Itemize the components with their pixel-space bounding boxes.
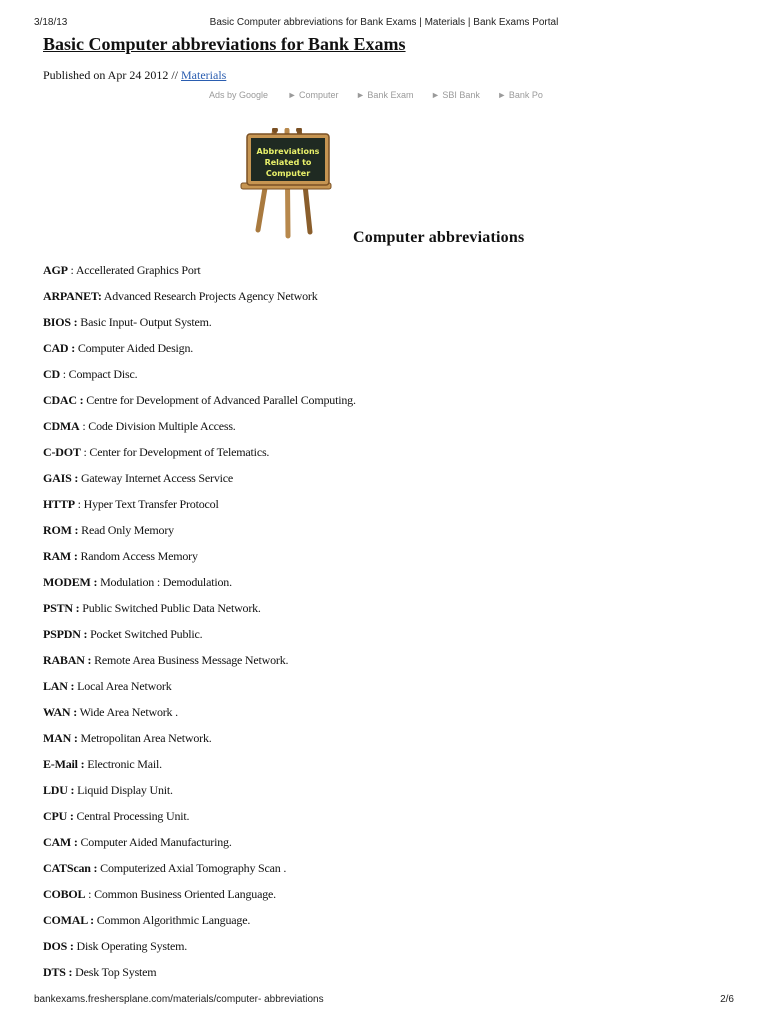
abbreviation-definition: Pocket Switched Public.	[90, 627, 203, 641]
easel-chalkboard-image	[238, 128, 336, 240]
abbreviation-definition: Basic Input- Output System.	[80, 315, 212, 329]
abbreviation-definition: Wide Area Network .	[79, 705, 178, 719]
article-title: Basic Computer abbreviations for Bank Exams	[43, 34, 406, 54]
abbreviation-item	[43, 808, 356, 834]
abbreviation-term: CDMA	[43, 419, 80, 433]
abbreviation-term: COBOL	[43, 887, 86, 901]
abbreviation-separator: :	[74, 497, 84, 511]
abbreviation-item	[43, 340, 356, 366]
abbreviation-separator: :	[59, 367, 69, 381]
abbreviation-term: DOS :	[43, 939, 74, 953]
abbreviation-separator: :	[80, 445, 90, 459]
abbreviation-item	[43, 392, 356, 418]
abbreviation-term: LDU :	[43, 783, 75, 797]
ad-link-bank-po[interactable]: ► Bank Po	[497, 90, 543, 100]
print-header	[34, 17, 734, 31]
print-url: bankexams.freshersplane.com/materials/computer- abbreviations	[34, 994, 324, 1005]
easel-text-line2: Related to	[264, 158, 312, 167]
abbreviation-term: GAIS :	[43, 471, 79, 485]
easel-text-line1: Abbreviations	[256, 147, 320, 156]
abbreviation-definition: Local Area Network	[77, 679, 172, 693]
ad-link-computer[interactable]: ► Computer	[287, 90, 339, 100]
abbreviation-item	[43, 444, 356, 470]
abbreviation-definition: Computerized Axial Tomography Scan .	[100, 861, 287, 875]
abbreviation-term: CAM :	[43, 835, 78, 849]
abbreviation-definition: Central Processing Unit.	[76, 809, 190, 823]
abbreviation-item	[43, 652, 356, 678]
abbreviation-term: MAN :	[43, 731, 78, 745]
abbreviation-definition: Electronic Mail.	[87, 757, 162, 771]
abbreviation-item	[43, 288, 356, 314]
print-date: 3/18/13	[34, 17, 68, 28]
abbreviation-term: CPU :	[43, 809, 74, 823]
abbreviation-term: CATScan :	[43, 861, 98, 875]
abbreviation-definition: Metropolitan Area Network.	[80, 731, 212, 745]
abbreviation-item	[43, 912, 356, 938]
abbreviation-item	[43, 886, 356, 912]
abbreviation-item	[43, 626, 356, 652]
abbreviation-term: CD	[43, 367, 60, 381]
print-page-number: 2/6	[720, 994, 734, 1005]
ad-link-sbi-bank[interactable]: ► SBI Bank	[430, 90, 480, 100]
abbreviation-definition: Center for Development of Telematics.	[89, 445, 270, 459]
abbreviation-term: ROM :	[43, 523, 79, 537]
abbreviation-definition: Centre for Development of Advanced Parallel Computing.	[86, 393, 356, 407]
ads-by-google-label[interactable]: Ads by Google	[209, 90, 269, 100]
abbreviation-definition: Hyper Text Transfer Protocol	[83, 497, 219, 511]
abbreviation-definition: Random Access Memory	[80, 549, 198, 563]
abbreviation-definition: Code Division Multiple Access.	[88, 419, 236, 433]
abbreviation-item	[43, 678, 356, 704]
abbreviation-definition: Remote Area Business Message Network.	[94, 653, 289, 667]
abbreviation-item	[43, 834, 356, 860]
abbreviation-term: BIOS :	[43, 315, 78, 329]
abbreviation-definition: Computer Aided Manufacturing.	[80, 835, 232, 849]
abbreviation-item	[43, 522, 356, 548]
abbreviation-term: PSPDN :	[43, 627, 88, 641]
abbreviation-item	[43, 704, 356, 730]
abbreviation-definition: Public Switched Public Data Network.	[82, 601, 261, 615]
abbreviation-item	[43, 964, 356, 990]
abbreviation-item	[43, 938, 356, 964]
abbreviation-definition: Modulation : Demodulation.	[100, 575, 232, 589]
abbreviation-item	[43, 366, 356, 392]
abbreviation-term: CDAC :	[43, 393, 84, 407]
abbreviation-term: C-DOT	[43, 445, 81, 459]
abbreviation-definition: Disk Operating System.	[76, 939, 188, 953]
abbreviation-term: MODEM :	[43, 575, 98, 589]
abbreviation-definition: Computer Aided Design.	[77, 341, 194, 355]
abbreviation-item	[43, 600, 356, 626]
ad-link-bank-exam[interactable]: ► Bank Exam	[356, 90, 414, 100]
abbreviation-term: CAD :	[43, 341, 75, 355]
print-page-title: Basic Computer abbreviations for Bank Exams | Materials | Bank Exams Portal	[209, 17, 559, 28]
abbreviation-separator: :	[67, 263, 76, 277]
ads-bar	[209, 90, 558, 100]
abbreviation-list	[43, 262, 356, 990]
abbreviation-term: PSTN :	[43, 601, 80, 615]
abbreviation-definition: Compact Disc.	[68, 367, 138, 381]
abbreviation-definition: Accellerated Graphics Port	[75, 263, 201, 277]
published-line	[43, 68, 226, 83]
abbreviation-definition: Gateway Internet Access Service	[80, 471, 234, 485]
abbreviation-item	[43, 314, 356, 340]
abbreviation-term: HTTP	[43, 497, 75, 511]
abbreviation-item	[43, 756, 356, 782]
category-link-materials[interactable]: Materials	[181, 68, 227, 82]
abbreviation-item	[43, 574, 356, 600]
abbreviation-term: LAN :	[43, 679, 75, 693]
abbreviation-term: DTS :	[43, 965, 73, 979]
abbreviation-separator: :	[79, 419, 89, 433]
abbreviation-definition: Advanced Research Projects Agency Network	[103, 289, 318, 303]
abbreviation-item	[43, 860, 356, 886]
abbreviation-definition: Read Only Memory	[81, 523, 174, 537]
print-footer	[34, 994, 734, 1008]
abbreviation-item	[43, 548, 356, 574]
abbreviation-term: E-Mail :	[43, 757, 85, 771]
abbreviation-term: RABAN :	[43, 653, 92, 667]
abbreviation-term: COMAL :	[43, 913, 94, 927]
abbreviation-item	[43, 470, 356, 496]
abbreviation-term: RAM :	[43, 549, 78, 563]
abbreviation-definition: Liquid Display Unit.	[77, 783, 173, 797]
abbreviation-item	[43, 262, 356, 288]
section-heading: Computer abbreviations	[353, 229, 525, 246]
abbreviation-item	[43, 730, 356, 756]
easel-text-line3: Computer	[265, 169, 311, 178]
abbreviation-term: AGP	[43, 263, 68, 277]
abbreviation-term: WAN :	[43, 705, 77, 719]
abbreviation-definition: Desk Top System	[75, 965, 157, 979]
abbreviation-item	[43, 418, 356, 444]
abbreviation-term: ARPANET:	[43, 289, 102, 303]
abbreviation-item	[43, 496, 356, 522]
abbreviation-definition: Common Algorithmic Language.	[96, 913, 251, 927]
abbreviation-definition: Common Business Oriented Language.	[94, 887, 276, 901]
published-date: Published on Apr 24 2012 //	[43, 68, 182, 82]
abbreviation-item	[43, 782, 356, 808]
abbreviation-separator: :	[85, 887, 95, 901]
